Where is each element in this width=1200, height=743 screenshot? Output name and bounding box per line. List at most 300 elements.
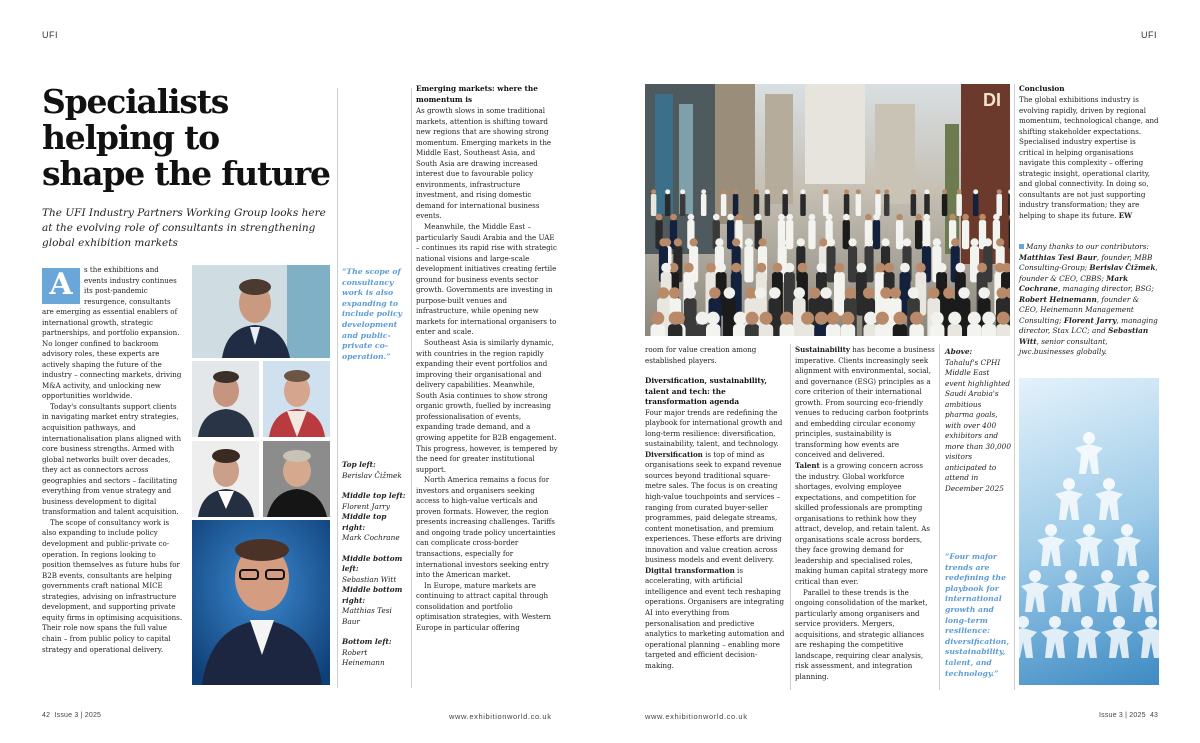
body-paragraph — [42, 307, 184, 402]
crowd-person — [996, 324, 1010, 336]
crowd-person-head — [684, 263, 694, 273]
crowd-person-head — [819, 238, 827, 246]
crowd-person-head — [875, 263, 885, 273]
crowd-person — [800, 194, 806, 216]
caption-name: Sebastian Witt — [342, 574, 397, 584]
figure-body — [1073, 628, 1101, 658]
crowd-person-head — [773, 263, 783, 273]
crowd-person-head — [656, 214, 663, 221]
crowd-person-head — [780, 312, 793, 325]
figure-head — [1081, 616, 1093, 628]
figure-head — [1101, 570, 1113, 582]
article-title — [42, 84, 342, 192]
crowd-person-head — [820, 287, 831, 298]
header-left: UFI — [42, 30, 58, 40]
crowd-person — [780, 324, 795, 336]
lead-talent: Talent — [795, 461, 820, 471]
crowd-person-head — [801, 312, 814, 325]
crowd-person-head — [732, 238, 740, 246]
figure-body — [1075, 536, 1103, 566]
crowd-person — [841, 324, 856, 336]
crowd-person-head — [997, 312, 1010, 325]
crowd-person-head — [755, 214, 762, 221]
body-paragraph: North America remains a focus for investors and organisers seeking access to high-value verticals and proven formats. However, the region presents increasing challenges. Tariffs and ongoing trade policy uncertainties can complicate cross-border transactions, especially for international investors seeking entry into the American market. — [416, 475, 556, 580]
title-line: helping to — [42, 118, 219, 157]
caption-label: Middle bottom left: — [342, 553, 403, 573]
crowd-person-head — [864, 312, 877, 325]
crowd-person — [786, 220, 793, 249]
crowd-person-head — [713, 214, 720, 221]
figure-head — [1029, 570, 1041, 582]
column-rule — [939, 344, 940, 690]
crowd-person-head — [933, 238, 941, 246]
body-column-5 — [795, 345, 935, 690]
crowd-person-head — [962, 214, 969, 221]
crowd-person-head — [943, 287, 954, 298]
crowd-person-head — [674, 238, 682, 246]
event-crowd-photo — [645, 84, 1010, 336]
crowd-person-head — [876, 312, 889, 325]
issue-label: Issue 3 — [1099, 712, 1123, 719]
crowd-person-head — [706, 263, 716, 273]
photo-caption-text: Tahaluf's CPHI Middle East event highlighted Saudi Arabia's ambitious pharma goals, with over 400 exhibitors and more than 30,000 visitors anticipated to attend in December 2025 — [945, 357, 1011, 493]
subhead-conclusion: Conclusion — [1019, 84, 1065, 93]
crowd-person — [651, 324, 666, 336]
body-column-4 — [645, 345, 785, 690]
caption-name: Berislav Čižmek — [342, 470, 402, 480]
figure-body — [1105, 628, 1133, 658]
subhead-transformation-agenda: Diversification, sustainability, talent and tech: the transformation agenda — [645, 376, 767, 407]
crowd-person-head — [709, 287, 720, 298]
crowd-person-head — [745, 238, 753, 246]
crowd-person-head — [755, 287, 766, 298]
crowd-person — [909, 324, 924, 336]
column-rule — [1014, 84, 1015, 690]
crowd-person-head — [827, 312, 840, 325]
crowd-person — [684, 298, 697, 336]
crowd-person-head — [865, 214, 872, 221]
figure-head — [1049, 616, 1061, 628]
crowd-person — [733, 194, 739, 216]
figure-head — [1145, 616, 1157, 628]
crowd-person-head — [982, 312, 995, 325]
crowd-person — [782, 194, 788, 216]
crowd-person-head — [785, 263, 795, 273]
banner-text: DI — [983, 90, 1001, 110]
figure-body — [1019, 628, 1037, 658]
crowd-person — [962, 220, 969, 249]
caption-label: Middle top left: — [342, 491, 406, 500]
crowd-person-head — [844, 189, 849, 194]
crowd-person — [826, 324, 841, 336]
crowd-person-head — [942, 189, 947, 194]
body-paragraph: Meanwhile, the Middle East – particularly Saudi Arabia and the UAE – continues its rapid rise with strategic national visions and large-scale development initiatives creating fertile ground for business events sector growth. Governments are investing in purpose-built venues and infrastructure, while opening new markets for international organisers to enter and scale. — [416, 222, 557, 337]
crowd-person — [701, 194, 707, 216]
photo-caption-label: Above: — [945, 347, 973, 356]
teamwork-figures-icon — [1019, 378, 1159, 685]
crowd-person-head — [884, 263, 894, 273]
crowd-person-head — [843, 214, 850, 221]
crowd-person — [948, 324, 963, 336]
page-number: 43 — [1149, 712, 1159, 719]
lead-digital-transformation: Digital transformation — [645, 565, 735, 575]
figure-head — [1113, 616, 1125, 628]
caption-label: Bottom left: — [342, 637, 392, 646]
portrait-witt-icon — [192, 441, 259, 517]
figure-body — [1055, 490, 1083, 520]
crowd-person-head — [817, 263, 827, 273]
crowd-person-head — [707, 312, 720, 325]
crowd-person-head — [931, 312, 944, 325]
crowd-person — [942, 194, 948, 216]
crowd-person — [875, 194, 881, 216]
figure-head — [1083, 432, 1095, 444]
contributor-role: , founder & CEO, Heinemann Management Consulting; — [1019, 294, 1140, 325]
conclusion-body: The global exhibitions industry is evolving rapidly, driven by regional momentum, technological change, and shifting stakeholder expectations. Specialised industry expertise is critical in helping organisations navigate this complexity – offering strategic insight, operational clarity, and global connectivity. In doing so, consultants are not just supporting industry transformation; they are helping to shape its future. — [1019, 95, 1159, 221]
portrait-photo-cizmek — [192, 265, 330, 358]
crowd-person-head — [863, 287, 874, 298]
crowd-person — [1009, 220, 1010, 249]
issue-year: 2025 — [1129, 712, 1146, 719]
crowd-person-head — [979, 214, 986, 221]
crowd-person-head — [977, 263, 987, 273]
crowd-person-head — [769, 287, 780, 298]
crowd-person-head — [815, 312, 828, 325]
crowd-person-head — [948, 312, 961, 325]
square-bullet-icon — [1019, 244, 1024, 249]
crowd-person-head — [669, 287, 680, 298]
caption-label: Top left: — [342, 460, 376, 469]
crowd-person-head — [923, 214, 930, 221]
crowd-person — [982, 324, 997, 336]
crowd-person-head — [957, 189, 962, 194]
crowd-person-head — [856, 189, 861, 194]
drop-cap: A — [42, 268, 80, 304]
body-column-3 — [416, 106, 558, 690]
title-line: Specialists — [42, 82, 229, 121]
crowd-person — [911, 194, 917, 216]
crowd-person-head — [721, 189, 726, 194]
crowd-person-head — [996, 238, 1004, 246]
crowd-person-head — [651, 189, 656, 194]
figure-head — [1019, 616, 1029, 628]
column-rule — [411, 88, 412, 688]
figure-head — [1121, 524, 1133, 536]
crowd-person-head — [908, 287, 919, 298]
figure-body — [1129, 582, 1157, 612]
body-paragraph — [1019, 95, 1160, 222]
crowd-person-head — [978, 287, 989, 298]
crowd-person-head — [922, 238, 930, 246]
conclusion-text — [1019, 95, 1160, 235]
crowd-person — [1008, 194, 1010, 216]
crowd-person-head — [925, 189, 930, 194]
crowd-person-head — [823, 189, 828, 194]
figure-head — [1083, 524, 1095, 536]
crowd-person — [848, 246, 857, 282]
lead-sustainability: Sustainability — [795, 345, 851, 354]
page-number: 42 — [42, 712, 51, 719]
figure-head — [1065, 570, 1077, 582]
issue-year: 2025 — [84, 712, 102, 719]
contributor-name: Sebastian Witt — [1019, 326, 1149, 346]
crowd-person-head — [915, 214, 922, 221]
crowd-person-head — [928, 287, 939, 298]
crowd-person — [808, 220, 815, 249]
contributor-name: Robert Heinemann — [1019, 294, 1097, 304]
crowd-person-head — [665, 189, 670, 194]
crowd-person-head — [783, 189, 788, 194]
header-right: UFI — [1141, 30, 1157, 40]
contributor-role: , managing director, Stax LCC; and — [1019, 315, 1158, 335]
crowd-person-head — [873, 214, 880, 221]
figure-head — [1063, 478, 1075, 490]
crowd-person-head — [970, 238, 978, 246]
contributor-name: Berislav Čižmek — [1089, 263, 1156, 272]
crowd-person — [915, 220, 922, 249]
portrait-cizmek-icon — [192, 265, 330, 358]
crowd-person-head — [893, 312, 906, 325]
subhead-emerging-markets: Emerging markets: where the momentum is — [416, 84, 538, 104]
crowd-person-head — [794, 287, 805, 298]
crowd-person-head — [724, 287, 735, 298]
crowd-person-head — [984, 238, 992, 246]
crowd-person — [765, 194, 771, 216]
crowd-person-head — [949, 214, 956, 221]
contributor-role: , founder, MBB Consulting-Group; — [1019, 252, 1153, 272]
figure-body — [1037, 536, 1065, 566]
caption-item — [342, 491, 408, 512]
figure-body — [1075, 444, 1103, 474]
crowd-person-head — [736, 214, 743, 221]
crowd-person-head — [835, 263, 845, 273]
body-text-talent: is a growing concern across the industry. Global workforce shortages, evolving employee expectations, and competition for skilled professionals are prompting organisations to rethink how they attract, develop, and retain talent. As organisations scale across borders, they face growing demand for leadership and specialised roles, making human capital strategy more critical than ever. — [795, 461, 931, 587]
end-mark: EW — [1118, 211, 1133, 221]
crowd-person-head — [651, 312, 664, 325]
crowd-person-head — [997, 189, 1002, 194]
body-paragraph — [645, 566, 785, 671]
crowd-person — [875, 324, 890, 336]
portrait-heinemann-icon — [192, 520, 330, 685]
crowd-person-head — [890, 287, 901, 298]
crowd-person — [956, 194, 962, 216]
standfirst: The UFI Industry Partners Working Group looks here at the evolving role of consultants in strengthening global exhibition markets — [42, 207, 326, 249]
crowd-person — [721, 194, 727, 216]
caption-name: Matthias Tesi Baur — [342, 606, 392, 626]
portrait-photo-witt — [192, 441, 259, 517]
pull-quote-trends: “Four major trends are redefining the playbook for international growth and long-term resilience: diversification, sustainability, talent, and technology.” — [945, 552, 1010, 678]
crowd-person-head — [659, 238, 667, 246]
crowd-person — [759, 324, 774, 336]
crowd-person — [680, 194, 686, 216]
footer-right: Issue 3 | 2025 43 — [1099, 712, 1159, 719]
crowd-person-head — [661, 263, 671, 273]
body-paragraph: In Europe, mature markets are continuing to attract capital through consolidation and portfolio optimisation strategies, with Western Europe in particular offering — [416, 580, 551, 632]
crowd-person-head — [765, 189, 770, 194]
figure-body — [1041, 628, 1069, 658]
caption-item — [342, 585, 408, 627]
crowd-person-head — [841, 312, 854, 325]
portrait-photo-jarry — [192, 361, 259, 437]
figure-body — [1093, 582, 1121, 612]
caption-item — [342, 460, 408, 481]
portrait-tesi-baur-icon — [263, 441, 330, 517]
column-rule — [337, 88, 338, 688]
crowd-person-head — [715, 238, 723, 246]
crowd-person — [834, 272, 845, 316]
body-paragraph: Today's consultants support clients in navigating market entry strategies, acquisition pathways, and internationalisation plans aligned with core business strengths. Armed with global networks built over decades, they act as connectors across geographies and sectors – facilitating everything from venue strategy and business development to digital transformation and talent acquisition. — [42, 401, 182, 517]
contributor-name: Mark Cochrane — [1019, 273, 1129, 293]
crowd-person-head — [727, 214, 734, 221]
crowd-person-head — [848, 238, 856, 246]
body-paragraph — [84, 265, 184, 307]
crowd-person-head — [916, 263, 926, 273]
body-paragraph: As growth slows in some traditional markets, attention is shifting toward new regions that are showing strong momentum. Emerging markets in the Middle East, Southeast Asia, and South Asia are drawing increased interest due to favourable policy environments, infrastructure investment, and rising domestic demand for international business events. — [416, 106, 552, 221]
crowd-person-head — [973, 189, 978, 194]
crowd-person-head — [778, 238, 786, 246]
crowd-person-head — [797, 238, 805, 246]
crowd-person-head — [884, 189, 889, 194]
crowd-person-head — [786, 214, 793, 221]
crowd-person-head — [951, 238, 959, 246]
crowd-person-head — [993, 214, 1000, 221]
crowd-person-head — [758, 238, 766, 246]
figure-body — [1021, 582, 1049, 612]
contributor-name: Matthias Tesi Baur — [1019, 252, 1097, 262]
crowd-person — [668, 324, 683, 336]
caption-name: Mark Cochrane — [342, 533, 400, 542]
crowd-person — [745, 324, 760, 336]
crowd-person-head — [809, 214, 816, 221]
crowd-person — [800, 324, 815, 336]
caption-label: Middle top right: — [342, 512, 387, 532]
crowd-person-head — [733, 189, 738, 194]
crowd-person-head — [955, 263, 965, 273]
footer-url-left[interactable]: www.exhibitionworld.co.uk — [449, 712, 552, 721]
body-paragraph — [795, 461, 935, 588]
crowd-person-head — [896, 214, 903, 221]
pull-quote-consultancy: “The scope of consultancy work is also expanding to include policy development and public-private co-operation.” — [342, 267, 403, 361]
crowd-person-head — [680, 189, 685, 194]
portrait-captions — [342, 460, 408, 669]
crowd-person-head — [669, 312, 682, 325]
col1-first-text: s the exhibitions and events industry continues its post-pandemic resurgence, consultants — [84, 265, 177, 306]
crowd-person-head — [801, 189, 806, 194]
crowd-person — [973, 194, 979, 216]
crowd-person-head — [731, 263, 741, 273]
column-rule — [790, 344, 791, 690]
crowd-person-head — [756, 263, 766, 273]
portrait-photo-heinemann — [192, 520, 330, 685]
crowd-person-head — [809, 287, 820, 298]
title-line: shape the future — [42, 154, 330, 193]
body-text-sustainability: has become a business imperative. Clients increasingly seek alignment with environmental, social, and governance (ESG) principles as a core criterion of their international growth. From sourcing eco-friendly venues to reducing carbon footprints and embedding circular economy principles, sustainability is transforming how events are conceived and delivered. — [795, 345, 935, 460]
caption-item — [342, 637, 408, 669]
teamwork-figures-image — [1019, 378, 1159, 685]
col1-first-rest: are emerging as essential enablers of international growth, strategic partnerships, and portfolio expansion. No longer confined to backroom advisory roles, these experts are actively shaping the future of the industry – connecting markets, driving M&A activity, and unlocking new opportunities worldwide. — [42, 307, 182, 401]
crowd-person — [844, 194, 850, 216]
contributor-name: Florent Jarry — [1063, 315, 1117, 325]
crowd-person-head — [856, 263, 866, 273]
crowd-person-head — [845, 287, 856, 298]
lead-diversification: Diversification — [645, 449, 703, 459]
crowd-person-head — [903, 238, 911, 246]
crowd-person-head — [658, 287, 669, 298]
photo-caption — [945, 347, 1011, 494]
body-column-1-lead — [84, 265, 184, 307]
caption-item — [342, 554, 408, 586]
crowd-person — [893, 324, 908, 336]
body-paragraph: Four major trends are redefining the playbook for international growth and long-term resilience: diversification, sustainability, talent, and technology. — [645, 407, 783, 449]
body-paragraph — [795, 345, 935, 461]
body-paragraph: Southeast Asia is similarly dynamic, with countries in the region rapidly expanding their event portfolios and improving their organisational and delivery capabilities. Meanwhile, South Asia continues to show strong organic growth, fuelled by increasing professionalisation of events, expanding trade demand, and a growing appetite for B2B engagement. This progress, however, is tempered by the need for greater institutional support. — [416, 338, 558, 474]
crowd-person-head — [798, 263, 808, 273]
figure-head — [1103, 478, 1115, 490]
portrait-photo-cochrane — [263, 361, 330, 437]
figure-head — [1137, 570, 1149, 582]
crowd-person-head — [900, 263, 910, 273]
caption-name: Robert Heinemann — [342, 647, 385, 667]
crowd-person — [967, 324, 982, 336]
contributor-role: , senior consultant, jwc.businesses globally. — [1019, 336, 1108, 356]
portrait-cochrane-icon — [263, 361, 330, 437]
contributors-thanks — [1019, 242, 1159, 358]
footer-url-right[interactable]: www.exhibitionworld.co.uk — [645, 712, 748, 721]
contributor-role: , managing director, BSG; — [1057, 284, 1154, 293]
crowd-person-head — [778, 214, 785, 221]
body-paragraph — [645, 450, 785, 566]
crowd-person-head — [865, 238, 873, 246]
body-paragraph: The scope of consultancy work is also expanding to include policy development and public-private co-operation. In regions looking to position themselves as future hubs for B2B events, consultants are helping governments craft national MICE strategies, advising on infrastructure development, and supporting private equity firms in optimising acquisitions. Their role now spans the full value chain – from public policy to capital strategy and operational delivery. — [42, 517, 183, 654]
portrait-photo-tesi-baur — [263, 441, 330, 517]
crowd-person — [873, 220, 880, 249]
body-text-digital: is accelerating, with artificial intelligence and event tech reshaping operations. Organisers are integrating AI into everything from personalisation and predictive analytics to marketing automation and operational planning – enabling more targeted and efficient decision-making. — [645, 565, 785, 670]
crowd-person-head — [701, 189, 706, 194]
crowd-person-head — [734, 312, 747, 325]
crowd-person-head — [876, 189, 881, 194]
body-text-diversification: is top of mind as organisations seek to expand revenue sources beyond traditional square-metre sales. The focus is on creating high-value touchpoints and services – ranging from curated buyer-seller programmes, paid delegate streams, content monetisation, and premium experiences. These efforts are driving innovation and value creation across business models and event delivery. — [645, 449, 782, 565]
issue-label: Issue 3 — [54, 712, 79, 719]
crowd-person — [930, 324, 945, 336]
caption-item — [342, 512, 408, 544]
crowd-photo-icon — [645, 84, 1010, 336]
caption-label: Middle bottom right: — [342, 585, 403, 605]
crowd-person-head — [688, 214, 695, 221]
crowd-person — [896, 220, 903, 249]
crowd-person-head — [690, 238, 698, 246]
contributor-role: , founder & CEO, CBBS; — [1019, 263, 1158, 283]
crowd-person — [856, 194, 862, 216]
crowd-person-head — [685, 287, 696, 298]
crowd-person — [996, 194, 1002, 216]
crowd-person-head — [937, 263, 947, 273]
caption-name: Florent Jarry — [342, 501, 390, 511]
crowd-person-head — [958, 287, 969, 298]
crowd-person — [823, 194, 829, 216]
crowd-person-head — [754, 189, 759, 194]
crowd-person-head — [826, 214, 833, 221]
figure-body — [1057, 582, 1085, 612]
footer-left: 42 Issue 3 | 2025 — [42, 712, 102, 719]
thanks-intro: Many thanks to our contributors: — [1026, 242, 1149, 251]
body-paragraph: Parallel to these trends is the ongoing consolidation of the market, particularly among organisers and service providers. Mergers, acquisitions, and strategic alliances are reshaping the competitive landscape, requiring clear analysis, risk assessment, and integration planning. — [795, 587, 928, 681]
figure-body — [1095, 490, 1123, 520]
figure-body — [1137, 628, 1159, 658]
crowd-person-head — [670, 214, 677, 221]
body-column-1 — [42, 307, 184, 691]
portrait-jarry-icon — [192, 361, 259, 437]
crowd-person — [884, 194, 890, 216]
